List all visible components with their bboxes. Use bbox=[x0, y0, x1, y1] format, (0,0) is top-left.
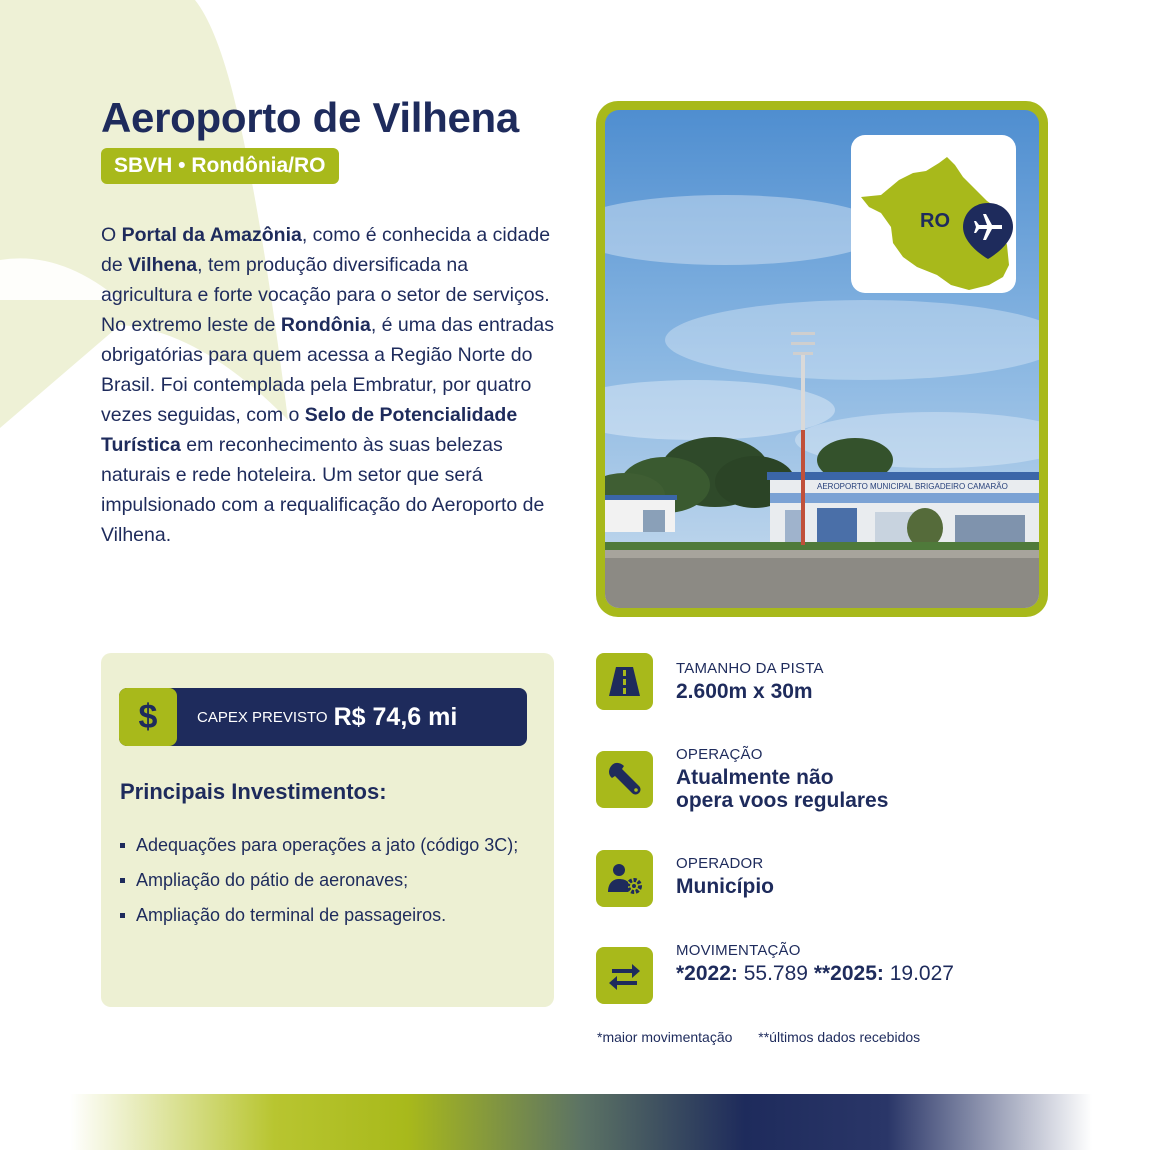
intro-highlight: Portal da Amazônia bbox=[121, 224, 302, 246]
movement-year2-value: 19.027 bbox=[889, 962, 954, 985]
movement-label: MOVIMENTAÇÃO bbox=[676, 942, 801, 959]
intro-highlight: Vilhena bbox=[128, 254, 198, 276]
list-item: Ampliação do pátio de aeronaves; bbox=[120, 865, 520, 896]
state-label: RO bbox=[920, 210, 950, 232]
user-gear-icon bbox=[596, 850, 653, 907]
bottom-gradient-bar bbox=[70, 1094, 1092, 1150]
capex-label: CAPEX PREVISTO bbox=[197, 708, 328, 726]
terminal-sign: AEROPORTO MUNICIPAL BRIGADEIRO CAMARÃO bbox=[817, 482, 1008, 491]
intro-text: , é uma das entradas obrigatórias para quem acessa a Região Norte do Brasil. Foi contemplada pela Embratur, por quatro vezes seguidas, com o bbox=[101, 314, 555, 426]
operator-value: Município bbox=[676, 875, 774, 898]
intro-text: , como é conhecida a cidade de bbox=[101, 224, 551, 276]
intro-text: , tem produção diversificada na agricultura e forte vocação para o setor de serviços. No extremo leste de bbox=[101, 254, 550, 336]
capex-value: R$ 74,6 mi bbox=[333, 702, 458, 731]
page-title: Aeroporto de Vilhena bbox=[101, 94, 519, 141]
dollar-icon: $ bbox=[119, 688, 177, 746]
intro-highlight: Rondônia bbox=[280, 314, 371, 336]
exchange-arrows-icon bbox=[596, 947, 653, 1004]
operation-label: OPERAÇÃO bbox=[676, 746, 763, 763]
wrench-icon bbox=[596, 751, 653, 808]
runway-value: 2.600m x 30m bbox=[676, 680, 813, 703]
capex-bar bbox=[119, 688, 527, 746]
airport-code-badge: SBVH • Rondônia/RO bbox=[101, 148, 339, 184]
movement-year2-label: **2025: bbox=[813, 962, 884, 985]
movement-year1-label: *2022: bbox=[676, 962, 738, 985]
list-item: Adequações para operações a jato (código 3C); bbox=[120, 830, 520, 861]
intro-paragraph bbox=[101, 220, 561, 550]
investments-list bbox=[120, 830, 520, 935]
footnote-max-movement: *maior movimentação bbox=[597, 1029, 733, 1045]
runway-label: TAMANHO DA PISTA bbox=[676, 660, 824, 677]
operator-label: OPERADOR bbox=[676, 855, 764, 872]
movement-value bbox=[676, 962, 954, 985]
operation-value-line1: Atualmente não bbox=[676, 766, 834, 789]
road-icon bbox=[596, 653, 653, 710]
intro-highlight: Selo de Potencialidade Turística bbox=[101, 404, 518, 456]
investments-card bbox=[101, 653, 554, 1007]
intro-text: em reconhecimento às suas belezas naturais e rede hoteleira. Um setor que será impulsionado com a requalificação do Aeroporto de Vilhena. bbox=[101, 434, 545, 546]
state-map-card bbox=[851, 135, 1016, 293]
footnotes bbox=[597, 1029, 920, 1045]
footnote-latest-data: **últimos dados recebidos bbox=[758, 1029, 921, 1045]
movement-year1-value: 55.789 bbox=[743, 962, 808, 985]
investments-title: Principais Investimentos: bbox=[120, 779, 387, 804]
intro-text: O bbox=[101, 224, 122, 246]
operation-value-line2: opera voos regulares bbox=[676, 789, 889, 812]
list-item: Ampliação do terminal de passageiros. bbox=[120, 900, 520, 931]
